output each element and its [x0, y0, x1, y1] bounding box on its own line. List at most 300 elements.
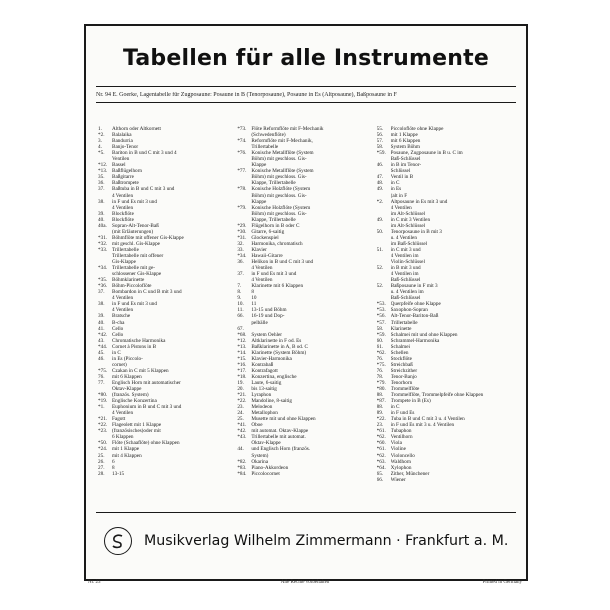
publisher-name: Musikverlag Wilhelm Zimmermann · Frankfurt a. M. — [144, 533, 509, 549]
publisher-logo-icon — [104, 527, 132, 555]
entry-instrument: Violin-Schlüssel — [390, 259, 425, 266]
entry-instrument: Schlüssel — [390, 168, 411, 175]
entry-instrument: Böhm) mit geschloss. Gis- — [251, 192, 307, 199]
entry-number: 3. — [98, 138, 102, 145]
entry-number: *44. — [98, 343, 108, 350]
entry-instrument: Trommelflöte, Trommelpfeife ohne Klappen — [390, 392, 484, 399]
entry-instrument: Cornet à Pistons in B — [112, 343, 157, 350]
entry-number: 52. — [376, 283, 384, 290]
entry-number: 43. — [98, 337, 105, 344]
entry-instrument: Baß-Schlüssel — [390, 277, 421, 284]
entry-instrument: 4 Ventilen — [251, 277, 273, 284]
entry-instrument: Banjo-Tenor — [112, 144, 139, 151]
entry-number: *62. — [376, 434, 386, 441]
entry-instrument: Cello — [112, 331, 124, 338]
entry-number: *56. — [376, 313, 386, 320]
entry-instrument: in B mit 3 und — [390, 265, 421, 272]
entry-number: *33. — [98, 246, 108, 253]
entry-number: *76. — [237, 150, 247, 157]
entry-number: 58. — [376, 325, 384, 332]
entry-number: 10. — [237, 301, 244, 308]
entry-number: *82. — [237, 458, 247, 465]
entry-instrument: Mandoline, 8-saitig — [251, 398, 292, 405]
entry-number: 66. — [376, 476, 384, 483]
entry-instrument: Baßklarinette in A, B od. C — [251, 343, 308, 350]
entry-instrument: Stockflöte — [390, 355, 412, 362]
entry-number: *62. — [376, 452, 386, 459]
entry-instrument: mit 1 Klappe — [390, 132, 418, 139]
entry-instrument: in F und Es mit 3 und — [251, 271, 297, 278]
entry-instrument: mit 4 Klappen — [112, 452, 142, 459]
entry-instrument: (Schwedenflöte) — [251, 132, 286, 139]
entry-instrument: u. 4 Ventilen — [390, 234, 417, 241]
entry-instrument: 4 Ventilen — [112, 192, 134, 199]
catalog-number: Nr. 23 — [88, 580, 101, 585]
entry-instrument: System) — [251, 452, 269, 459]
entry-instrument: Baßflügelhorn — [112, 168, 142, 175]
entry-instrument: (alt in F — [390, 192, 408, 199]
entry-number: *22. — [98, 422, 108, 429]
entry-instrument: Violine — [390, 446, 406, 453]
entry-instrument: 4 Ventilen — [390, 204, 412, 211]
entry-instrument: 13-15 — [112, 470, 125, 477]
entry-instrument: in C — [390, 404, 400, 411]
entry-instrument: Gitarre, 6-saitig — [251, 228, 285, 235]
entry-number: 8. — [237, 289, 242, 296]
entry-number: 76. — [98, 373, 105, 380]
entry-number: *24. — [98, 446, 108, 453]
entry-instrument: 4 Ventilen im — [390, 271, 419, 278]
entry-instrument: mit 6 Klappen — [390, 138, 421, 145]
entry-number: 1. — [98, 126, 102, 132]
entry-instrument: Bratsche — [112, 313, 131, 320]
entry-number: 77. — [98, 379, 105, 386]
entry-number: 36. — [98, 180, 105, 187]
entry-number: 25. — [237, 416, 244, 423]
entry-number: *79. — [376, 379, 386, 386]
entry-instrument: Baßposaune in F mit 3 — [390, 283, 438, 290]
entry-instrument: Posaune, Zugposaune in B u. C im — [390, 150, 463, 157]
entry-instrument: Böhm-Piccoloflöte — [112, 283, 152, 290]
entry-number: 39. — [98, 210, 105, 217]
entry-instrument: Lyraphon — [251, 392, 272, 399]
entry-instrument: System Oehler — [251, 331, 283, 338]
entry-number: *68. — [237, 331, 247, 338]
entry-number: 60. — [376, 337, 384, 344]
entry-instrument: Böhmklarinette — [112, 277, 145, 284]
entry-instrument: pelbälle — [251, 319, 268, 326]
entry-number: 76. — [376, 367, 384, 374]
entry-instrument: Okarina — [251, 458, 269, 465]
entry-number: *35. — [98, 277, 108, 284]
entry-number: *2. — [98, 132, 105, 139]
entry-instrument: bis 13-saitig — [251, 386, 277, 393]
entry-instrument: (französisches)oder mit — [112, 428, 161, 435]
entry-instrument: Hawaii-Gitarre — [251, 252, 283, 259]
entry-instrument: Piano-Akkordeon — [251, 464, 289, 471]
print-origin: Printed in Germany — [482, 580, 522, 585]
entry-number: *12. — [98, 162, 108, 169]
entry-instrument: Konische Metallflöte (System — [251, 150, 314, 157]
entry-number: 47. — [376, 174, 384, 181]
entry-instrument: Saxophon-Sopran — [390, 307, 428, 314]
entry-number: 46. — [376, 162, 384, 169]
entry-instrument: Trillertabelle — [251, 144, 279, 151]
entry-number: 76. — [376, 355, 384, 362]
entry-instrument: Trompete in B (Es) — [390, 398, 431, 405]
entry-instrument: Konische Holzflöte (System — [251, 186, 311, 193]
entry-number: 24. — [237, 410, 244, 417]
entry-number: *34. — [98, 265, 108, 272]
entry-number: *19. — [98, 398, 108, 405]
entry-instrument: Gis-Klappe — [112, 259, 136, 266]
entry-instrument: Trommelflöte — [390, 386, 420, 393]
entry-number: *41. — [237, 422, 247, 429]
entry-instrument: Alt-Tenor-Bariton-Baß — [390, 313, 439, 320]
entry-instrument: Violoncello — [390, 452, 415, 459]
entry-number: *79. — [237, 204, 247, 211]
table-row — [237, 471, 372, 477]
entry-number: 23. — [376, 422, 384, 429]
entry-instrument: Harmonika, chromatisch — [251, 240, 303, 247]
entry-number: 27. — [98, 464, 105, 471]
entry-instrument: Trillertabelle mit offener — [112, 252, 164, 259]
entry-number: 26. — [98, 458, 105, 465]
entry-instrument: Piccolocornet — [251, 470, 280, 477]
entry-number: *42. — [98, 331, 108, 338]
entry-instrument: Helikon in B und C mit 3 und — [251, 259, 314, 266]
entry-instrument: 4 Ventilen — [251, 265, 273, 272]
entry-number: *17. — [237, 367, 247, 374]
entry-number: 88. — [376, 392, 384, 399]
entry-number: *42. — [237, 428, 247, 435]
rights-notice: Alle Rechte vorbehalten — [280, 580, 330, 585]
page-title: Tabellen für alle Instrumente — [123, 46, 489, 71]
entry-instrument: Trillertabelle — [390, 319, 418, 326]
entry-instrument: Metallophon — [251, 410, 278, 417]
entry-instrument: Ventilen — [112, 156, 130, 163]
entry-number: *61. — [376, 428, 386, 435]
entry-number: 37. — [98, 289, 105, 296]
entry-number: 58. — [376, 144, 384, 151]
entry-instrument: in Es (Piccolo- — [112, 355, 143, 362]
entry-number: *5. — [98, 150, 105, 157]
entry-number: 40. — [98, 216, 105, 223]
entry-number: 36. — [237, 259, 244, 266]
entry-number: 56. — [376, 132, 384, 139]
entry-number: *21. — [98, 416, 108, 423]
entry-number: *78. — [237, 186, 247, 193]
entry-number: 4. — [98, 144, 102, 151]
entry-instrument: Kontrafagott — [251, 367, 278, 374]
entry-number: 37. — [237, 271, 244, 278]
entry-instrument: Klarinette (System Böhm) — [251, 349, 307, 356]
entry-number: *80. — [376, 386, 386, 393]
entry-number: 40. — [98, 319, 105, 326]
entry-instrument: Konzertina, englische — [251, 373, 297, 380]
entry-number: *12. — [237, 337, 247, 344]
entry-instrument: Viola — [390, 440, 402, 447]
entry-instrument: Glockenspiel — [251, 234, 279, 241]
entry-number: 78. — [376, 373, 384, 380]
subtitle-divider — [96, 102, 516, 103]
entry-instrument: Klappe, Trillertabelle — [251, 216, 296, 223]
entry-instrument: Klappe — [251, 198, 267, 205]
entry-instrument: Englische Konzertina — [112, 398, 157, 405]
table-row — [98, 471, 233, 477]
entry-number: 45. — [98, 349, 105, 356]
entry-number: 39. — [98, 313, 105, 320]
entry-instrument: Konische Metallflöte (System — [251, 168, 314, 175]
entry-number: 66. — [237, 313, 244, 320]
entry-number: *59. — [376, 331, 386, 338]
entry-instrument: im Baß-Schlüssel — [390, 240, 428, 247]
entry-instrument: Bassel — [112, 162, 126, 169]
entry-instrument: Querpfeife ohne Klappe — [390, 301, 441, 308]
entry-instrument: Laute, 6-saitig — [251, 379, 282, 386]
entry-instrument: Althorn oder Altkornett — [112, 126, 161, 132]
entry-number: *34. — [237, 252, 247, 259]
entry-number: *77. — [237, 168, 247, 175]
entry-instrument: Baß-Schlüssel — [390, 295, 421, 302]
footer-divider — [96, 512, 516, 513]
entry-instrument: Chromatische Harmonika — [112, 337, 166, 344]
entry-instrument: mit 1 Klappe — [112, 446, 140, 453]
entry-instrument: Schalmei mit und ohne Klappen — [390, 331, 458, 338]
entry-instrument: Baßgitarre — [112, 174, 134, 181]
entry-number: 55. — [376, 126, 384, 132]
entry-number: *50. — [98, 440, 108, 447]
entry-number: *18. — [237, 373, 247, 380]
entry-number: *73. — [237, 126, 247, 132]
entry-instrument: Flügelhorn in B oder C — [251, 222, 300, 229]
entry-instrument: in F und Es mit 3 u. 4 Ventilen — [390, 422, 455, 429]
entry-number: 52. — [376, 265, 384, 272]
entry-number: *87. — [376, 398, 386, 405]
entry-number: 46. — [98, 355, 105, 362]
entry-instrument: Oboe — [251, 422, 263, 429]
entry-number: *15. — [237, 355, 247, 362]
entry-instrument: Englisch Horn mit automatischer — [112, 379, 181, 386]
entry-instrument: mit geschl. Gis-Klappe — [112, 240, 160, 247]
entry-number: *14. — [237, 349, 247, 356]
entry-instrument: Altposaune in Es mit 3 und — [390, 198, 448, 205]
entry-number: 40a. — [98, 222, 107, 229]
entry-instrument: 6 Klappen — [112, 434, 134, 441]
entry-number: *22. — [237, 398, 247, 405]
entry-number: *83. — [237, 464, 247, 471]
entry-instrument: Trillertabelle — [112, 246, 139, 253]
instrument-columns — [98, 126, 512, 504]
entry-number: 37. — [98, 186, 105, 193]
entry-number: 28. — [98, 470, 105, 477]
entry-instrument: Baßtrompete — [112, 180, 139, 187]
entry-instrument: 10 — [251, 295, 257, 302]
entry-instrument: Oktav-Klappe — [251, 440, 281, 447]
entry-instrument: Ventil in B — [390, 174, 414, 181]
entry-number: 38. — [98, 301, 105, 308]
entry-instrument: Xylophon — [390, 464, 412, 471]
entry-instrument: 11 — [251, 301, 257, 308]
entry-instrument: Baß-Schlüssel — [390, 156, 421, 163]
entry-instrument: Altklarinette in F od. Es — [251, 337, 302, 344]
entry-instrument: Böhm) mit geschloss. Gis- — [251, 210, 307, 217]
entry-instrument: Blockflöte — [112, 216, 134, 223]
entry-instrument: cornet) — [112, 361, 127, 368]
entry-number: 32. — [237, 240, 244, 247]
entry-instrument: in B im Tenor- — [390, 162, 422, 169]
entry-instrument: Konische Holzflöte (System — [251, 204, 311, 211]
entry-instrument: Tenorhorn — [390, 379, 413, 386]
entry-number: 65. — [376, 470, 384, 477]
entry-instrument: Böhm) mit geschloss. Gis- — [251, 156, 307, 163]
entry-instrument: Czakan in C mit 5 Klappen — [112, 367, 169, 374]
entry-instrument: schlossener Gis-Klappe — [112, 271, 162, 278]
entry-instrument: im Alt-Schlüssel — [390, 222, 426, 229]
entry-instrument: Melodeon — [251, 404, 273, 411]
entry-instrument: Streichzither — [390, 367, 418, 374]
entry-number: 11. — [237, 307, 244, 314]
entry-number: *59. — [376, 150, 386, 157]
entry-number: *53. — [376, 301, 386, 308]
entry-number: *36. — [98, 283, 108, 290]
entry-instrument: Wiener — [390, 476, 406, 483]
entry-number: *43. — [237, 434, 247, 441]
entry-number: 38. — [98, 198, 105, 205]
entry-instrument: Bariton in B und C mit 3 und 4 — [112, 150, 177, 157]
entry-instrument: (mit Erläuterungen) — [112, 228, 154, 235]
entry-number: 23. — [237, 404, 244, 411]
entry-instrument: Böhm) mit geschloss. Gis- — [251, 174, 307, 181]
entry-instrument: Cello — [112, 325, 124, 332]
entry-number: *57. — [376, 319, 386, 326]
entry-number: 7. — [237, 283, 242, 290]
entry-number: *2. — [376, 198, 384, 205]
entry-number: 41. — [98, 325, 105, 332]
entry-instrument: in C — [390, 180, 400, 187]
entry-instrument: 4 Ventilen im — [390, 252, 419, 259]
entry-instrument: Schrammel-Harmonika — [390, 337, 440, 344]
entry-instrument: 4 Ventilen — [112, 295, 134, 302]
entry-number: *60. — [376, 440, 386, 447]
entry-number: 67. — [237, 325, 244, 332]
entry-number: 44. — [237, 446, 244, 453]
entry-instrument: 6 — [112, 458, 115, 465]
entry-number: 89. — [376, 410, 384, 417]
entry-number: *80. — [98, 392, 108, 399]
entry-instrument: in C — [112, 349, 121, 356]
entry-instrument: Sopran-Alt-Tenor-Baß — [112, 222, 159, 229]
entry-instrument: Tubaphon — [390, 428, 412, 435]
entry-instrument: Waldhorn — [390, 458, 411, 465]
entry-number: 88. — [376, 404, 384, 411]
entry-instrument: Bombardon in C und B mit 3 und — [112, 289, 182, 296]
entry-instrument: in F und Es mit 3 und — [112, 301, 157, 308]
entry-number: 50. — [376, 228, 384, 235]
entry-number: *84. — [237, 470, 247, 477]
entry-instrument: 8 — [251, 289, 254, 296]
entry-number: 51. — [376, 246, 384, 253]
instrument-column-2 — [237, 126, 372, 504]
entry-number: *21. — [237, 392, 247, 399]
entry-number: *1. — [98, 404, 105, 411]
entry-instrument: in C mit 3 Ventilen — [390, 216, 431, 223]
entry-number: *62. — [376, 349, 386, 356]
entry-instrument: Klappe, Trillertabelle — [251, 180, 296, 187]
entry-instrument: Klavier-Harmonika — [251, 355, 292, 362]
entry-instrument: Tenorposaune in B mit 3 — [390, 228, 442, 235]
entry-instrument: Böhmflöte mit offener Gis-Klappe — [112, 234, 184, 241]
entry-instrument: 4 Ventilen — [112, 410, 134, 417]
title-divider — [96, 86, 516, 87]
entry-instrument: Flöte (Schaaflöte) ohne Klappen — [112, 440, 180, 447]
entry-instrument: Klarinette mit 6 Klappen — [251, 283, 304, 290]
entry-instrument: Zither, Münchener — [390, 470, 430, 477]
entry-instrument: 4 Ventilen — [112, 307, 134, 314]
entry-instrument: Klappe — [251, 162, 267, 169]
entry-instrument: Flöte Reformflöte mit F-Mechanik — [251, 126, 324, 132]
entry-number: 9. — [237, 295, 242, 302]
entry-instrument: Flageolett mit 1 Klappe — [112, 422, 162, 429]
entry-instrument: Bandurria — [112, 138, 133, 145]
entry-number: 33. — [237, 246, 244, 253]
entry-number: *75. — [376, 361, 386, 368]
entry-instrument: Schellen — [390, 349, 409, 356]
entry-instrument: u. 4 Ventilen im — [390, 289, 424, 296]
entry-number: *31. — [98, 234, 108, 241]
entry-number: 49. — [376, 186, 384, 193]
entry-instrument: Musette mit und ohne Klappen — [251, 416, 316, 423]
entry-number: *22. — [376, 416, 386, 423]
entry-number: *30. — [237, 228, 247, 235]
entry-number: *64. — [376, 464, 386, 471]
entry-number: 19. — [237, 379, 244, 386]
entry-number: *16. — [237, 361, 247, 368]
table-sheet — [84, 24, 528, 581]
entry-instrument: Fagott — [112, 416, 126, 423]
entry-instrument: Klarinette — [390, 325, 412, 332]
entry-instrument: 4 Ventilen — [112, 204, 134, 211]
entry-instrument: 16-19 und Dop- — [251, 313, 285, 320]
entry-instrument: Piccoloflöte ohne Klappe — [390, 126, 444, 132]
entry-number: *53. — [376, 307, 386, 314]
entry-instrument: 8 — [112, 464, 115, 471]
entry-instrument: Schalmei — [390, 343, 410, 350]
entry-instrument: Reformflöte mit F-Mechanik, — [251, 138, 313, 145]
entry-instrument: Baßtuba in B und C mit 3 und — [112, 186, 175, 193]
entry-instrument: Streichbaß — [390, 361, 413, 368]
publisher-bar — [96, 519, 516, 563]
entry-instrument: mit automat. Oktav-Klappe — [251, 428, 309, 435]
entry-instrument: in Es — [390, 186, 402, 193]
entry-instrument: Blockflöte — [112, 210, 134, 217]
entry-instrument: (französ. System) — [112, 392, 149, 399]
entry-number: 20. — [237, 386, 244, 393]
entry-instrument: in F und Es mit 3 und — [112, 198, 157, 205]
instrument-column-3 — [377, 126, 512, 504]
entry-number: 61. — [376, 343, 384, 350]
entry-instrument: mit 6 Klappen — [112, 373, 142, 380]
entry-number: *61. — [376, 446, 386, 453]
entry-instrument: Euphonium in B und C mit 3 und — [112, 404, 182, 411]
entry-number: *32. — [98, 240, 108, 247]
entry-instrument: Oktav-Klappe — [112, 386, 142, 393]
entry-number: 25. — [98, 452, 105, 459]
entry-number: 49. — [376, 216, 384, 223]
entry-instrument: Tenor-Banjo — [390, 373, 417, 380]
entry-number: *13. — [98, 168, 108, 175]
entry-instrument: Balalaika — [112, 132, 132, 139]
